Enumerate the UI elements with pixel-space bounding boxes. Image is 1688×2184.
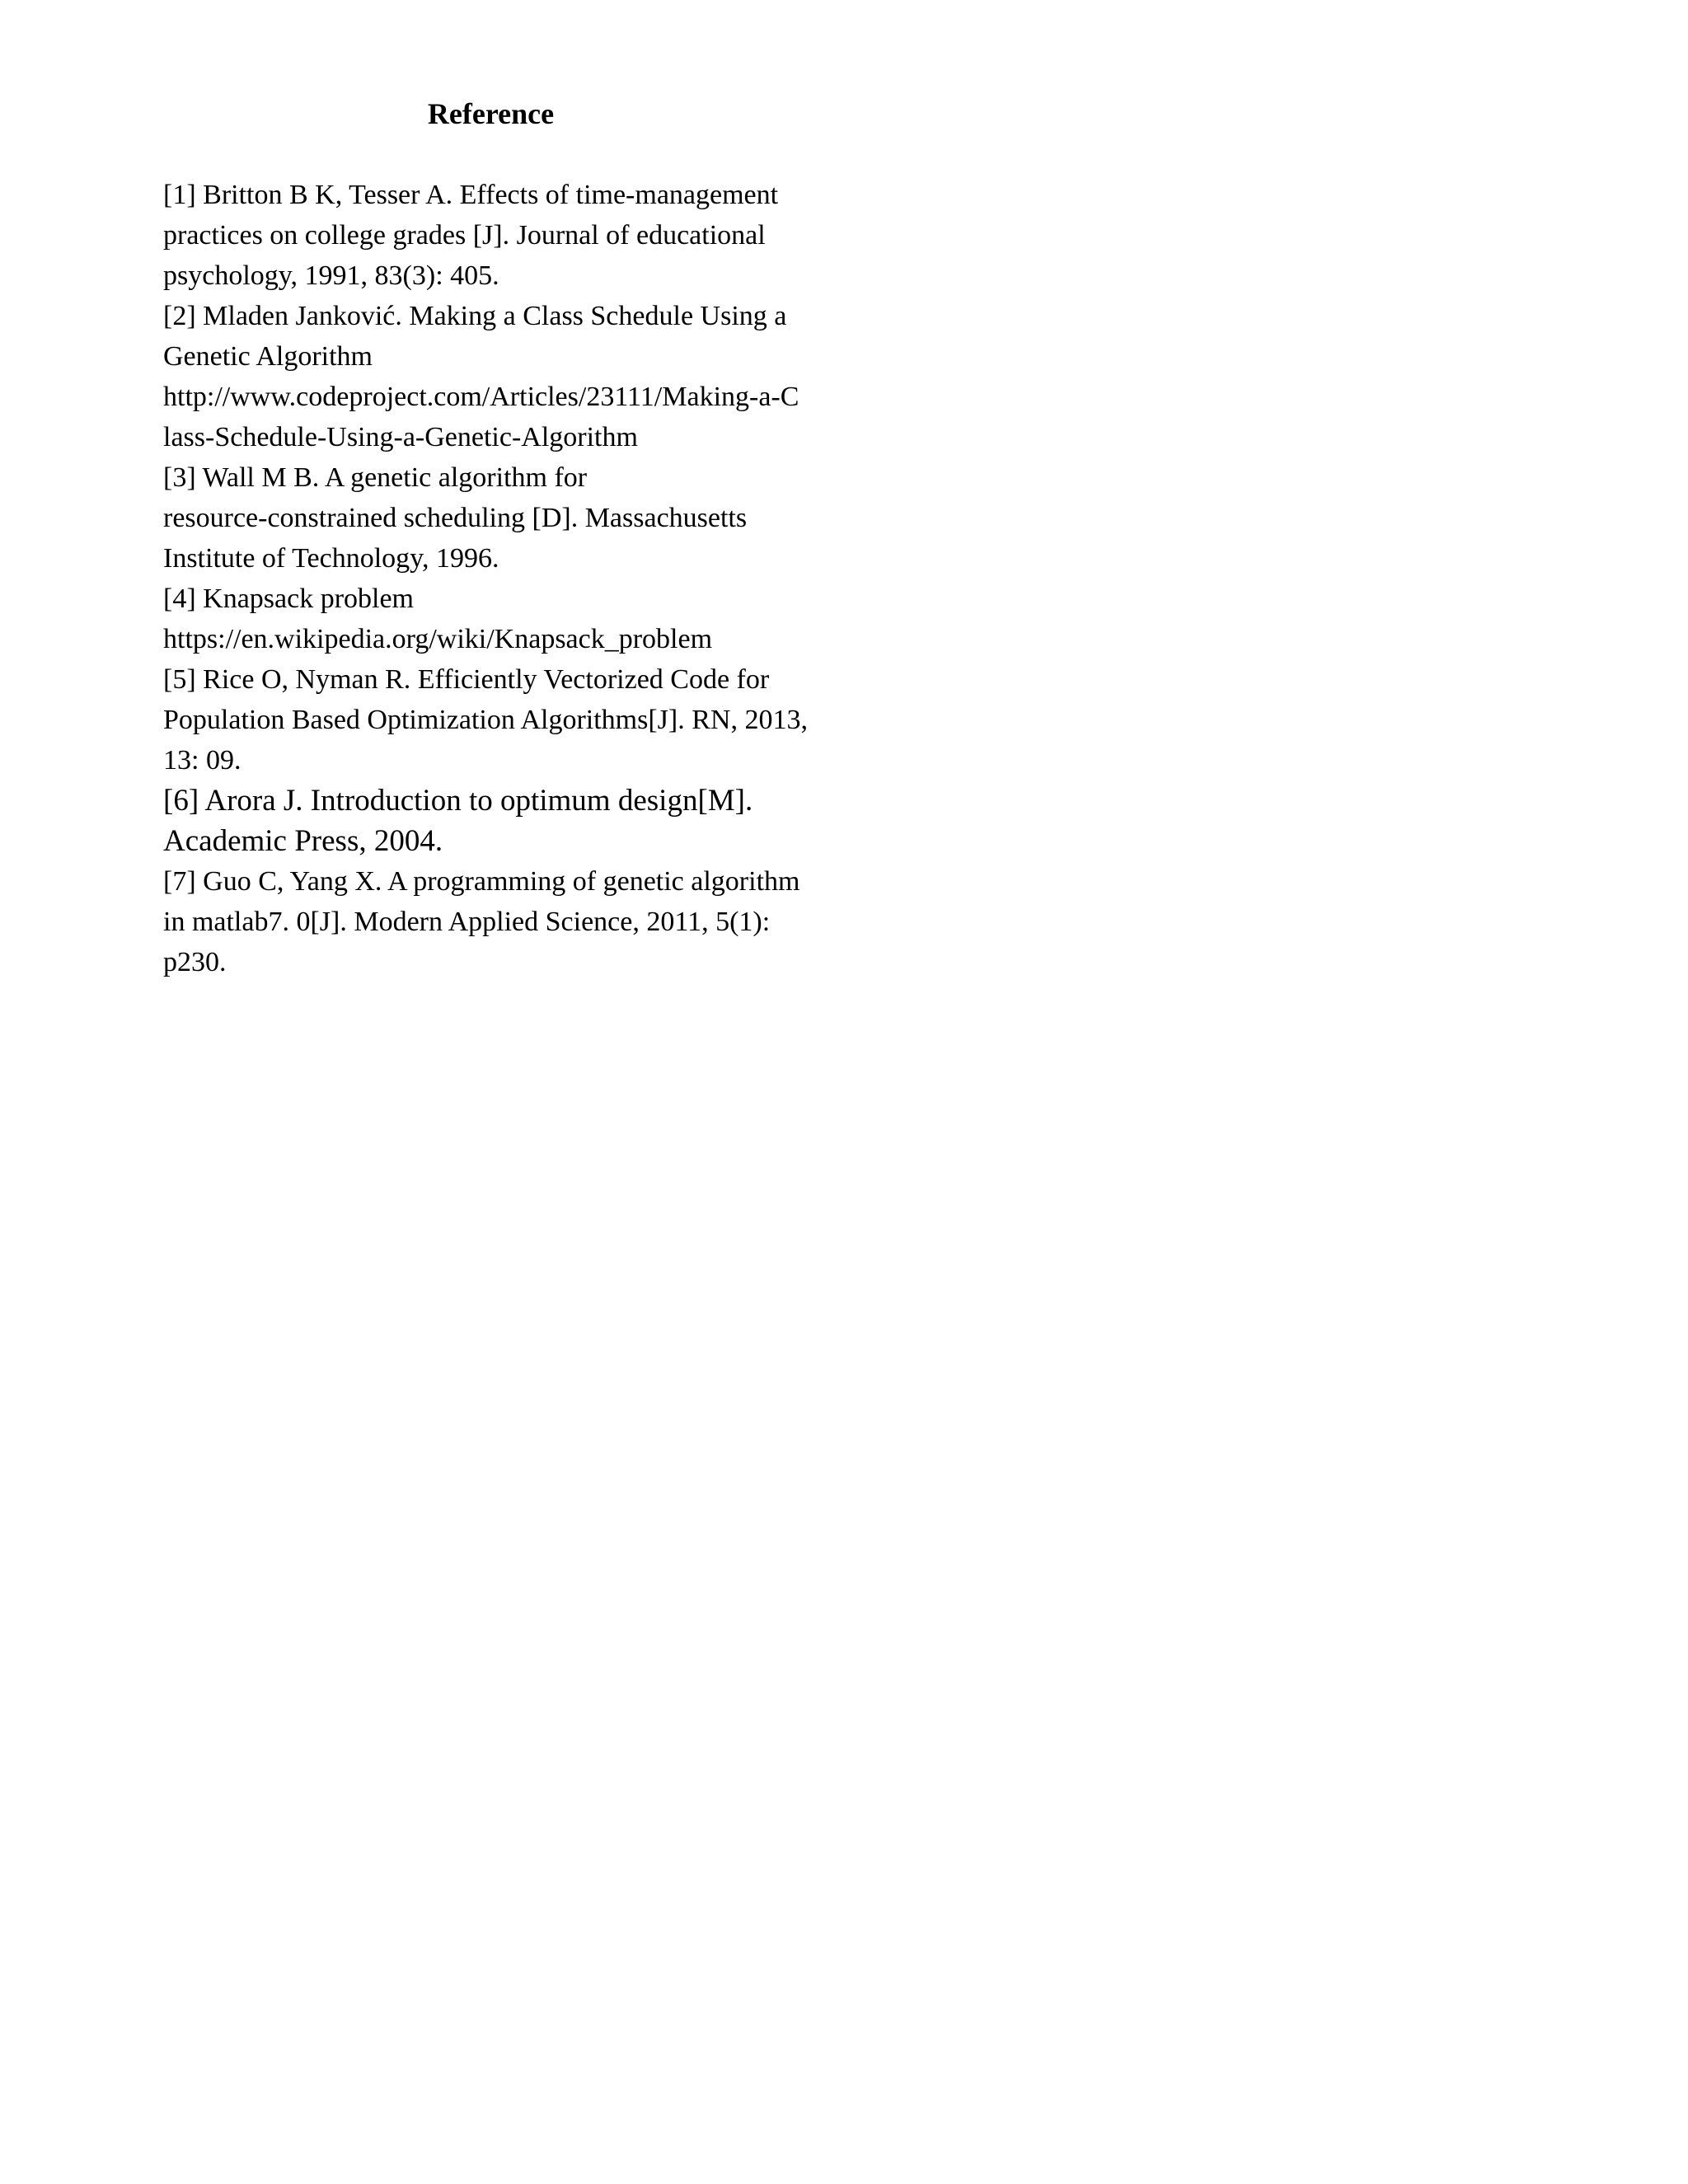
reference-line: Academic Press, 2004.	[163, 824, 443, 858]
reference-item-3	[163, 457, 839, 579]
reference-line: [3] Wall M B. A genetic algorithm for	[163, 462, 588, 493]
reference-item-5	[163, 659, 839, 780]
reference-item-4	[163, 579, 839, 659]
reference-line: practices on college grades [J]. Journal of educational	[163, 220, 766, 251]
reference-line: [1] Britton B K, Tesser A. Effects of time-management	[163, 180, 779, 210]
reference-line: [7] Guo C, Yang X. A programming of genetic algorithm	[163, 866, 800, 897]
reference-line: Institute of Technology, 1996.	[163, 543, 499, 574]
reference-line: [6] Arora J. Introduction to optimum design[M].	[163, 784, 753, 818]
reference-item-7	[163, 861, 839, 982]
reference-line: [4] Knapsack problem	[163, 583, 415, 614]
reference-line: [2] Mladen Janković. Making a Class Schedule Using a	[163, 301, 787, 331]
reference-item-2	[163, 296, 839, 457]
reference-heading: Reference	[427, 97, 555, 130]
reference-url: https://en.wikipedia.org/wiki/Knapsack_problem	[163, 624, 713, 654]
reference-line: psychology, 1991, 83(3): 405.	[163, 260, 499, 291]
reference-line: p230.	[163, 947, 227, 977]
reference-line: 13: 09.	[163, 745, 241, 776]
reference-line: Genetic Algorithm	[163, 341, 373, 372]
reference-item-6	[163, 780, 839, 861]
reference-url: http://www.codeproject.com/Articles/23111/Making-a-C	[163, 382, 799, 412]
reference-list	[163, 175, 839, 982]
reference-line: [5] Rice O, Nyman R. Efficiently Vectorized Code for	[163, 664, 770, 695]
reference-item-1	[163, 175, 839, 296]
reference-url: lass-Schedule-Using-a-Genetic-Algorithm	[163, 422, 638, 452]
reference-line: Population Based Optimization Algorithms[J]. RN, 2013,	[163, 705, 808, 735]
reference-line: in matlab7. 0[J]. Modern Applied Science, 2011, 5(1):	[163, 907, 771, 937]
reference-line: resource-constrained scheduling [D]. Massachusetts	[163, 503, 748, 533]
